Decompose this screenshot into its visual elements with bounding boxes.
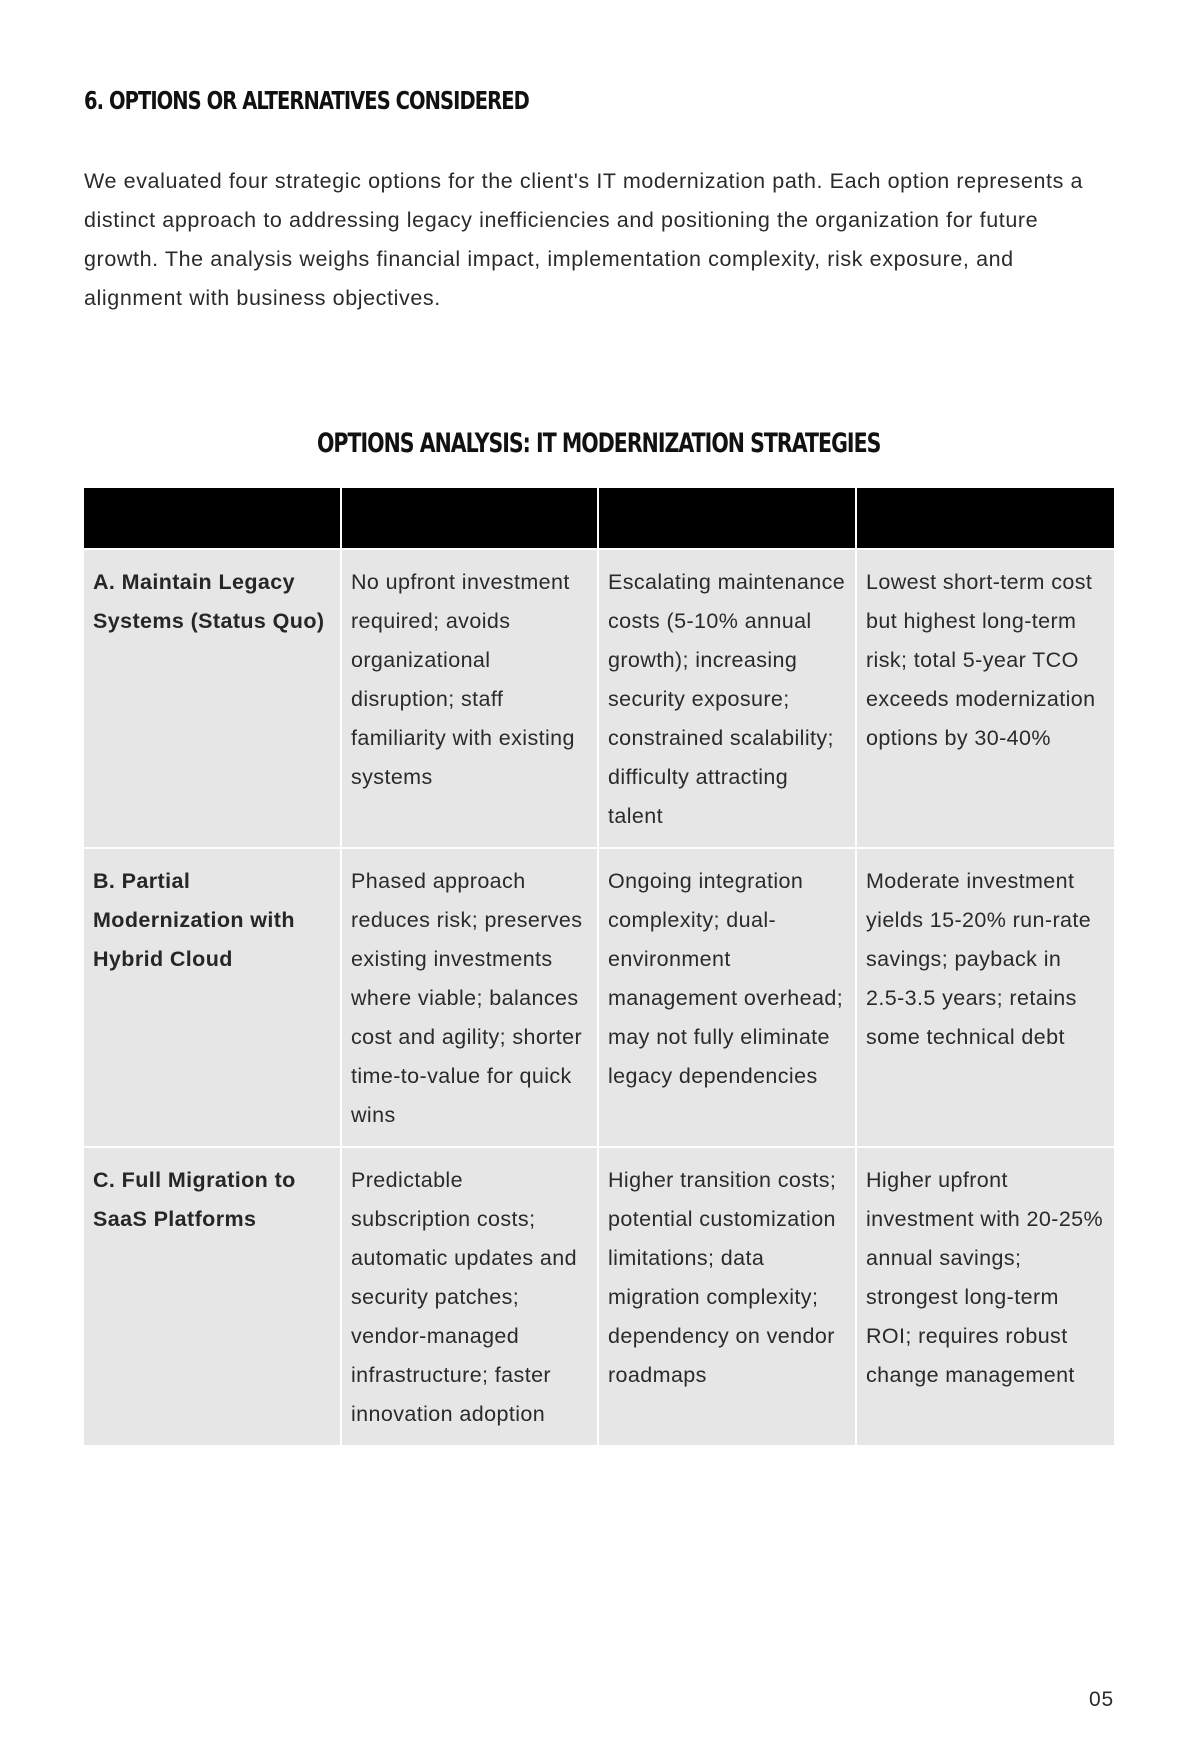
header-cell-assessment — [856, 488, 1114, 549]
assessment-cell: Moderate investment yields 15-20% run-rate savings; payback in 2.5-3.5 years; retains some technical debt — [856, 848, 1114, 1147]
advantages-cell: No upfront investment required; avoids organizational disruption; staff familiarity with existing systems — [341, 549, 598, 848]
assessment-cell: Higher upfront investment with 20-25% annual savings; strongest long-term ROI; requires robust change management — [856, 1147, 1114, 1445]
table-header — [84, 488, 1114, 549]
disadvantages-cell: Ongoing integration complexity; dual-environment management overhead; may not fully eliminate legacy dependencies — [598, 848, 856, 1147]
table-row — [84, 848, 1114, 1147]
table-row — [84, 1147, 1114, 1445]
option-name-cell: C. Full Migration to SaaS Platforms — [84, 1147, 341, 1445]
advantages-cell: Predictable subscription costs; automatic updates and security patches; vendor-managed infrastructure; faster innovation adoption — [341, 1147, 598, 1445]
options-table — [84, 488, 1114, 1445]
disadvantages-cell: Higher transition costs; potential customization limitations; data migration complexity; dependency on vendor roadmaps — [598, 1147, 856, 1445]
table-title-text: OPTIONS ANALYSIS: IT MODERNIZATION STRATEGIES — [317, 428, 881, 459]
section-heading: 6. OPTIONS OR ALTERNATIVES CONSIDERED — [84, 86, 529, 115]
page-number: 05 — [1089, 1688, 1114, 1711]
option-name-cell: A. Maintain Legacy Systems (Status Quo) — [84, 549, 341, 848]
advantages-cell: Phased approach reduces risk; preserves existing investments where viable; balances cost and agility; shorter time-to-value for quick wins — [341, 848, 598, 1147]
header-cell-disadvantages — [598, 488, 856, 549]
disadvantages-cell: Escalating maintenance costs (5-10% annual growth); increasing security exposure; constrained scalability; difficulty attracting talent — [598, 549, 856, 848]
table-title — [84, 428, 1114, 459]
header-cell-advantages — [341, 488, 598, 549]
table-body — [84, 549, 1114, 1445]
option-name-cell: B. Partial Modernization with Hybrid Cloud — [84, 848, 341, 1147]
assessment-cell: Lowest short-term cost but highest long-term risk; total 5-year TCO exceeds modernization options by 30-40% — [856, 549, 1114, 848]
header-cell-option — [84, 488, 341, 549]
table-header-row — [84, 488, 1114, 549]
intro-paragraph: We evaluated four strategic options for the client's IT modernization path. Each option represents a distinct approach to addressing legacy inefficiencies and positioning the organization for future growth. The analysis weighs financial impact, implementation complexity, risk exposure, and alignment with business objectives. — [84, 169, 1084, 310]
table-row — [84, 549, 1114, 848]
document-page — [84, 0, 1114, 1755]
